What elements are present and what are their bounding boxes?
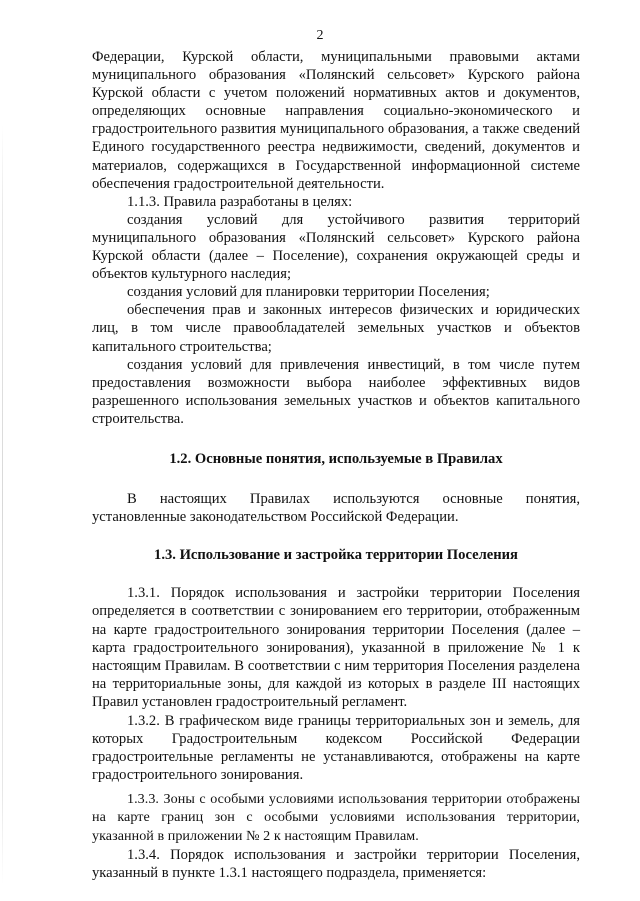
goal-item-rights: обеспечения прав и законных интересов физических и юридических лиц, в том числе правообладателей земельных участков и объектов капитального строительства; xyxy=(92,302,580,355)
page-number: 2 xyxy=(316,28,324,43)
paragraph-1-3-2: 1.3.2. В графическом виде границы территориальных зон и земель, для которых Градостроительным кодексом Российской Федерации градостроительные регламенты не устанавливаются, отображены на карте градостроительного зонирования. xyxy=(92,713,580,784)
goal-item-investments: создания условий для привлечения инвестиций, в том числе путем предоставления возможности выбора наиболее эффективных видов разрешенного использования земельных участков и объектов капитального строительства. xyxy=(92,356,580,427)
paragraph-continuation: Федерации, Курской области, муниципальными правовыми актами муниципального образования «Полянский сельсовет» Курского района Курской области с учетом положений нормативных актов и документов, определяющих основные направления социально-экономического и градостроительного развития муниципального образования, а также сведений Единого государственного реестра недвижимости, сведений, документов и материалов, содержащихся в Государственной информационной системе обеспечения градостроительной деятельности. xyxy=(92,49,580,192)
paragraph-1-3-4: 1.3.4. Порядок использования и застройки территории Поселения, указанный в пункте 1.3.1 настоящего подраздела, применяется: xyxy=(92,846,580,881)
paragraph-1-3-1: 1.3.1. Порядок использования и застройки территории Поселения определяется в соответствии с зонированием его территории, отображенным на карте градостроительного зонирования территории Поселения (далее – карта градостроительного зонирования), указанной в приложение № 1 к настоящим Правилам. В соответствии с ним территория Поселения разделена на территориальные зоны, для каждой из которых в разделе III настоящих Правил установлен градостроительный регламент. xyxy=(92,585,580,710)
goal-item-development: создания условий для устойчивого развития территорий муниципального образования «Полянский сельсовет» Курского района Курской области (далее – Поселение), сохранения окружающей среды и объектов культурного наследия; xyxy=(92,211,580,283)
paragraph-1-3-3: 1.3.3. Зоны с особыми условиями использования территории отображены на карте границ зон с особыми условиями использования территории, указанной в приложении № 2 к настоящим Правилам. xyxy=(92,791,580,844)
section-heading-1-2: 1.2. Основные понятия, используемые в Правилах xyxy=(169,450,503,467)
document-body xyxy=(92,48,580,882)
paragraph-1-1-3: 1.1.3. Правила разработаны в целях: xyxy=(127,193,353,210)
goal-item-planning: создания условий для планировки территории Поселения; xyxy=(127,284,490,301)
section-heading-1-3: 1.3. Использование и застройка территории Поселения xyxy=(154,547,518,564)
paragraph-1-2-text: В настоящих Правилах используются основные понятия, установленные законодательством Российской Федерации. xyxy=(92,491,580,526)
scan-edge-line xyxy=(2,125,3,885)
